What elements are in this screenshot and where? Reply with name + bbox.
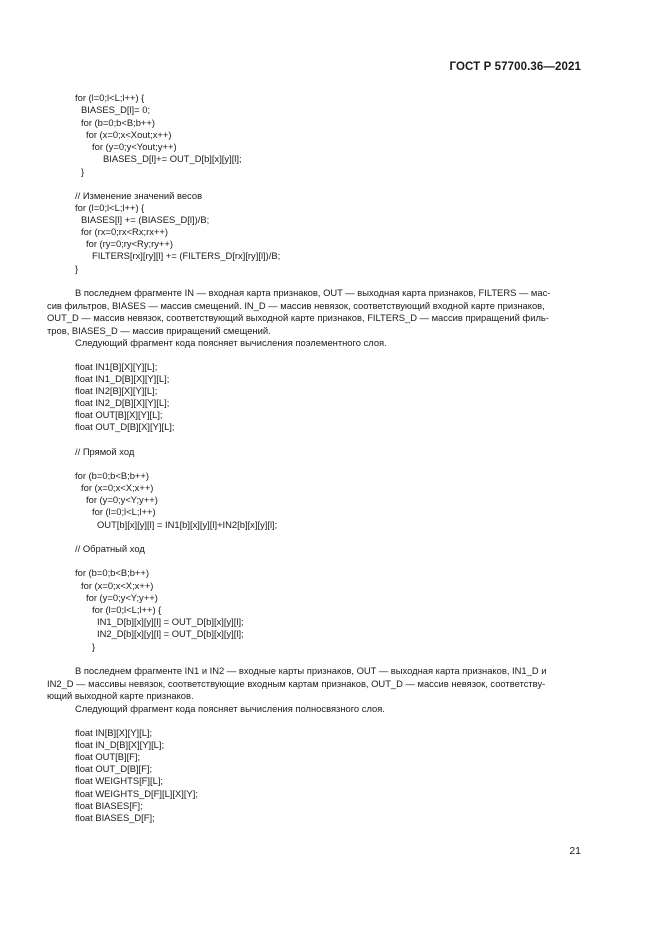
code-line: IN2_D[b][x][y][l] = OUT_D[b][x][y][l]; [97, 628, 244, 639]
code-line: float OUT[B][X][Y][L]; [75, 409, 163, 420]
code-comment: // Обратный ход [75, 543, 145, 554]
code-line: FILTERS[rx][ry][l] += (FILTERS_D[rx][ry][l])/B; [92, 250, 281, 261]
code-line: for (l=0;l<L;l++) { [92, 604, 162, 615]
code-line: float OUT[B][F]; [75, 751, 141, 762]
code-line: float WEIGHTS_D[F][L][X][Y]; [75, 788, 198, 799]
code-line: BIASES[l] += (BIASES_D[l])/B; [81, 214, 210, 225]
code-line: for (x=0;x<X;x++) [81, 580, 154, 591]
code-line: for (ry=0;ry<Ry;ry++) [86, 238, 173, 249]
paragraph-line: В последнем фрагменте IN1 и IN2 — входные карты признаков, OUT — выходная карта признаков, IN1_D и [75, 665, 547, 676]
code-line: for (b=0;b<B;b++) [81, 117, 156, 128]
code-comment: // Прямой ход [75, 446, 135, 457]
paragraph-line: IN2_D — массивы невязок, соответствующие входным картам признаков, OUT_D — массив невязок, соответству- [47, 677, 546, 689]
code-line: BIASES_D[l]= 0; [81, 104, 151, 115]
code-line: for (b=0;b<B;b++) [75, 470, 150, 481]
code-line: } [92, 641, 96, 652]
code-line: } [75, 263, 79, 274]
code-line: float BIASES_D[F]; [75, 812, 155, 823]
body-paragraph: Следующий фрагмент кода поясняет вычисления поэлементного слоя. [75, 337, 387, 348]
code-line: for (y=0;y<Y;y++) [86, 494, 158, 505]
code-line: float IN2_D[B][X][Y][L]; [75, 397, 170, 408]
code-line: float IN1[B][X][Y][L]; [75, 361, 158, 372]
code-line: for (x=0;x<X;x++) [81, 482, 154, 493]
code-line: for (l=0;l<L;l++) { [75, 92, 145, 103]
paragraph-line: ющий выходной карте признаков. [47, 690, 194, 702]
code-line: for (l=0;l<L;l++) { [75, 202, 145, 213]
document-header: ГОСТ Р 57700.36—2021 [449, 61, 581, 73]
code-line: for (rx=0;rx<Rx;rx++) [81, 226, 168, 237]
code-line: BIASES_D[l]+= OUT_D[b][x][y][l]; [103, 153, 242, 164]
code-line: float OUT_D[B][X][Y][L]; [75, 421, 175, 432]
code-line: for (y=0;y<Y;y++) [86, 592, 158, 603]
code-line: float WEIGHTS[F][L]; [75, 775, 164, 786]
paragraph-line: В последнем фрагменте IN — входная карта признаков, OUT — выходная карта признаков, FILTERS — мас- [75, 287, 551, 298]
paragraph-line: OUT_D — массив невязок, соответствующий выходной карте признаков, FILTERS_D — массив приращений филь- [47, 312, 549, 324]
code-line: float BIASES[F]; [75, 800, 143, 811]
page-number: 21 [569, 845, 581, 857]
code-line: for (y=0;y<Yout;y++) [92, 141, 177, 152]
code-line: float IN2[B][X][Y][L]; [75, 385, 158, 396]
body-paragraph: Следующий фрагмент кода поясняет вычисления полносвязного слоя. [75, 703, 385, 714]
body-paragraph [47, 287, 584, 337]
code-line: IN1_D[b][x][y][l] = OUT_D[b][x][y][l]; [97, 616, 244, 627]
code-line: for (x=0;x<Xout;x++) [86, 129, 172, 140]
body-paragraph [47, 665, 584, 703]
code-line: float IN[B][X][Y][L]; [75, 727, 153, 738]
code-comment: // Изменение значений весов [75, 190, 203, 201]
code-line: for (b=0;b<B;b++) [75, 567, 150, 578]
code-line: OUT[b][x][y][l] = IN1[b][x][y][l]+IN2[b][x][y][l]; [97, 519, 278, 530]
paragraph-line: сив фильтров, BIASES — массив смещений. IN_D — массив невязок, соответствующий входной карте признаков, [47, 299, 545, 311]
code-line: float IN_D[B][X][Y][L]; [75, 739, 165, 750]
code-line: for (l=0;l<L;l++) [92, 506, 156, 517]
paragraph-line: тров, BIASES_D — массив приращений смещений. [47, 324, 271, 336]
code-line: float OUT_D[B][F]; [75, 763, 153, 774]
code-line: } [81, 166, 85, 177]
code-line: float IN1_D[B][X][Y][L]; [75, 373, 170, 384]
